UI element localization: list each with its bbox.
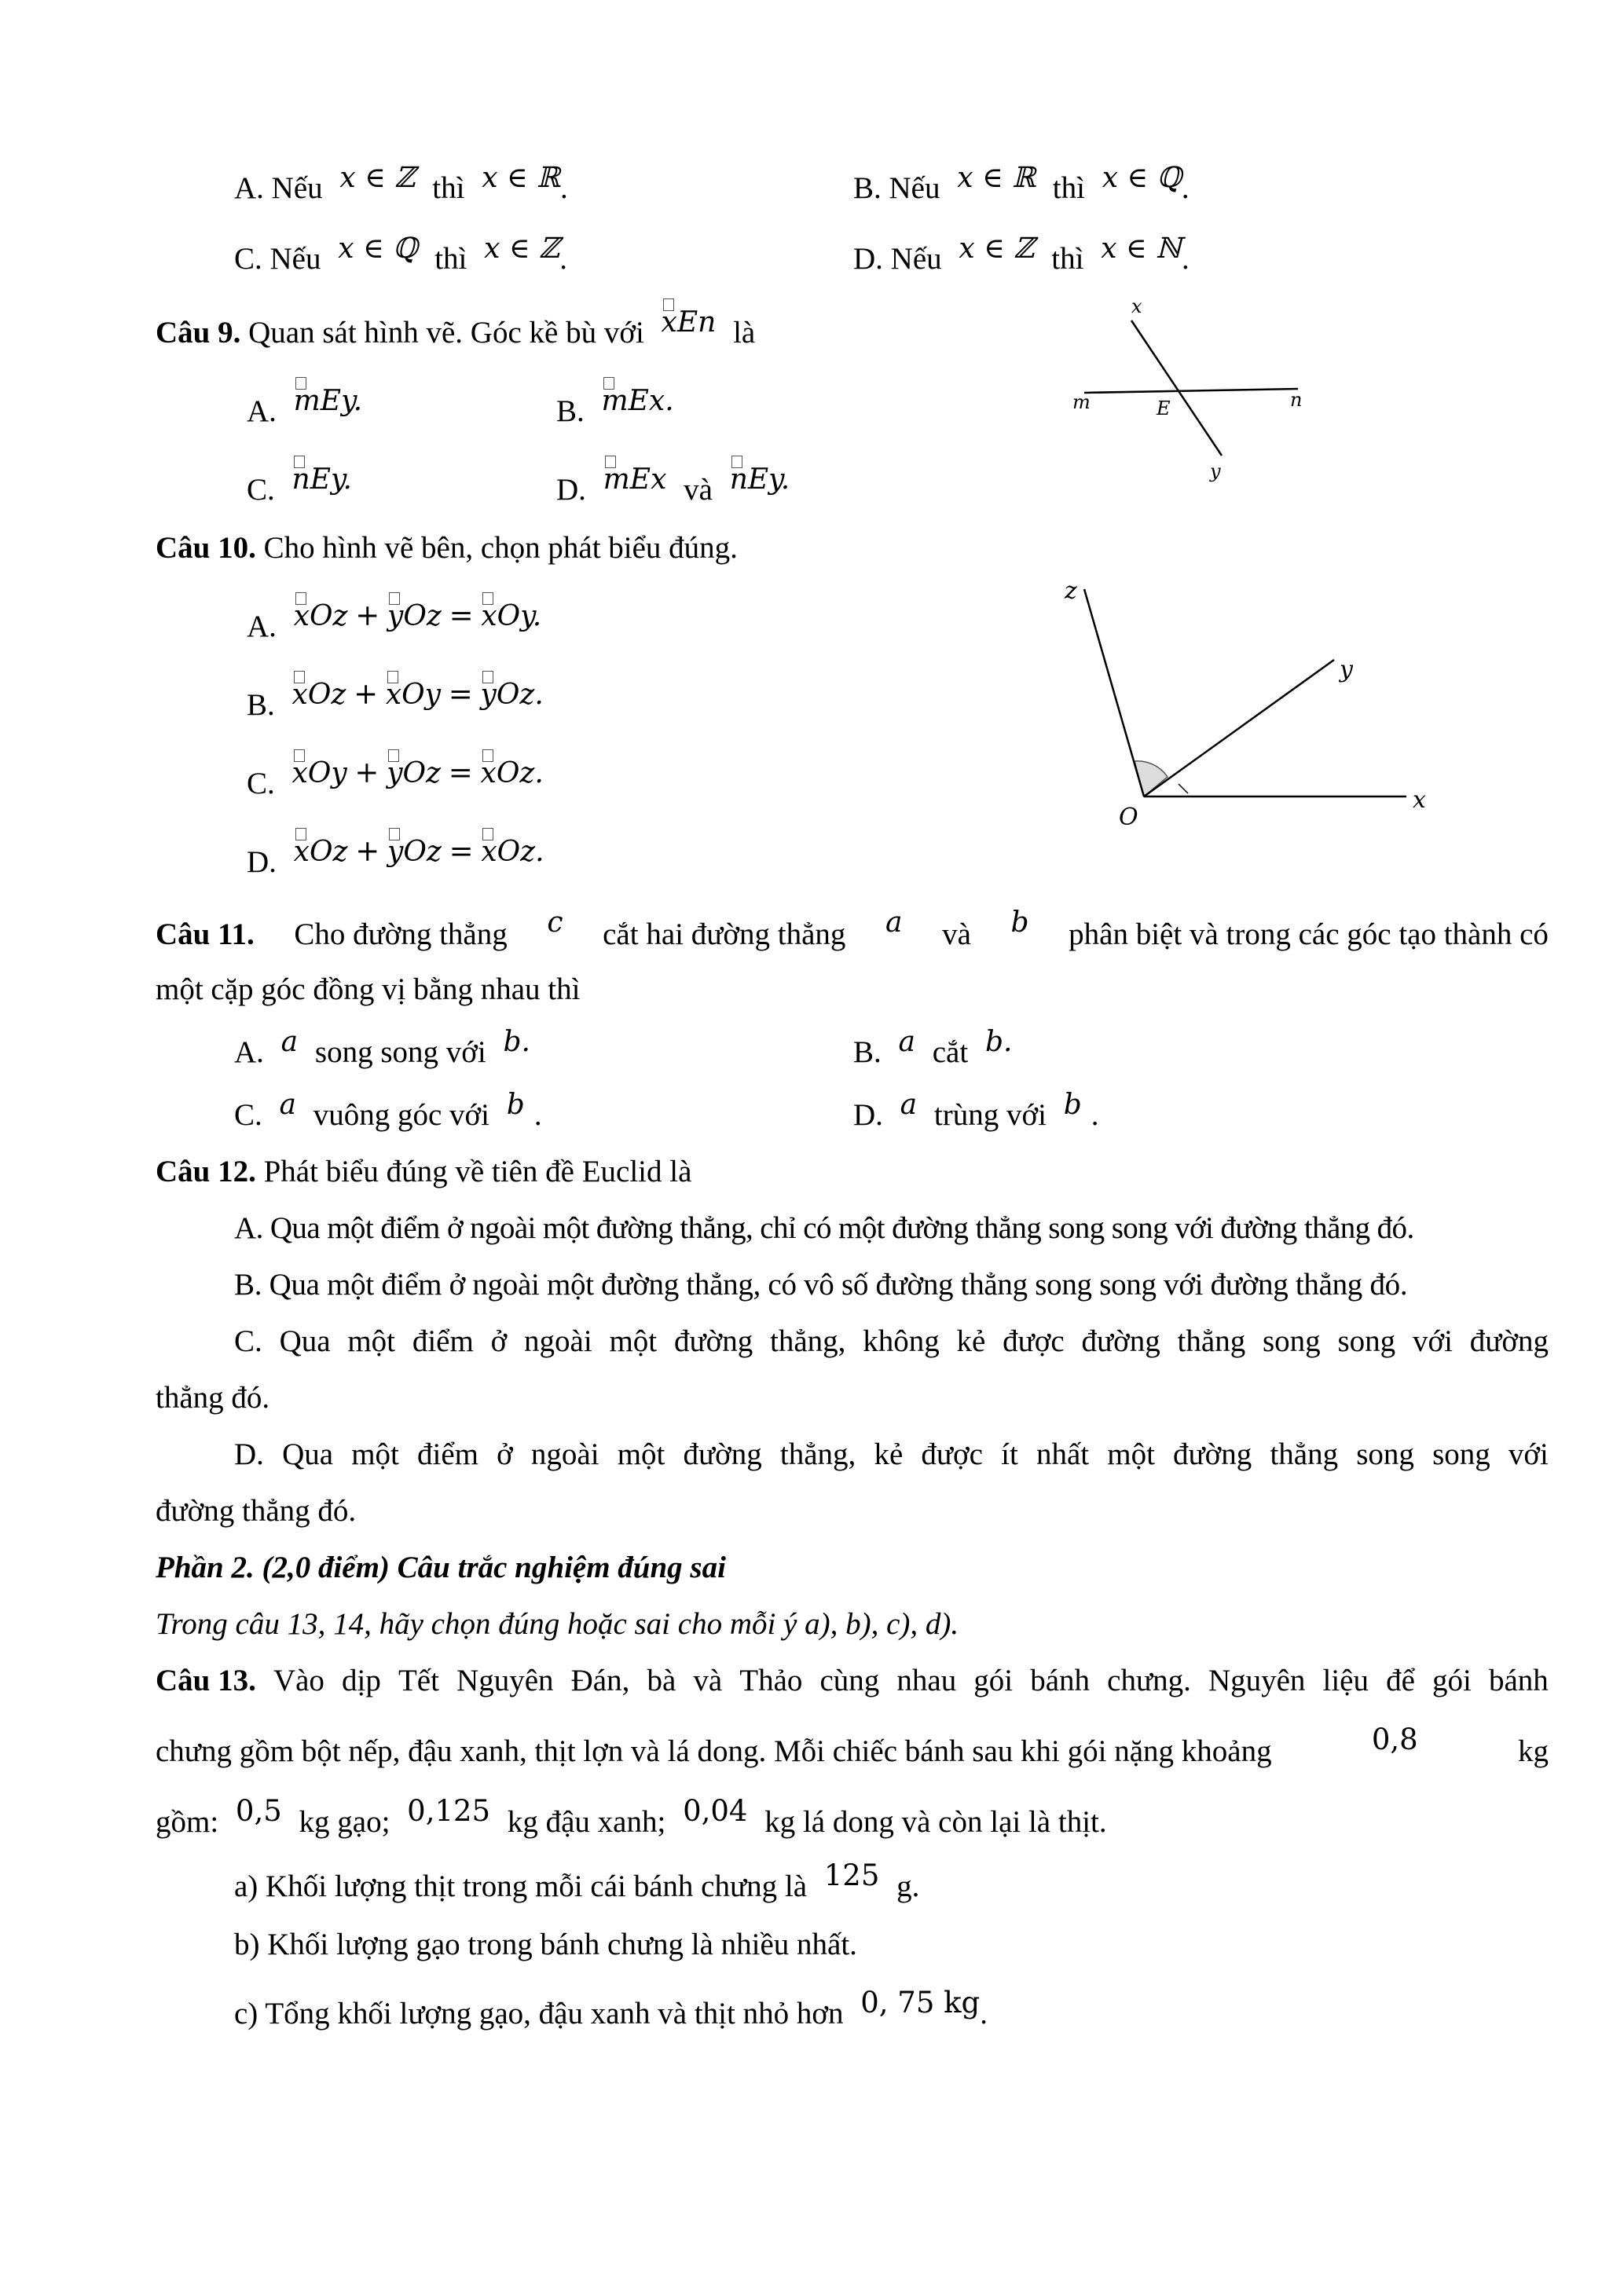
text: song song với	[314, 1035, 486, 1069]
number-value: 0,125	[407, 1794, 491, 1828]
word: thẳng,	[770, 1324, 846, 1358]
text: .	[1181, 171, 1190, 205]
math-var: b.	[503, 1026, 530, 1058]
option-label: C. Nếu	[234, 242, 321, 276]
math-var: a	[885, 906, 903, 939]
word: đường	[683, 1437, 762, 1471]
word: Qua	[279, 1324, 331, 1358]
word: cùng	[819, 1664, 880, 1697]
text: .	[533, 1098, 542, 1132]
word: được	[921, 1437, 983, 1471]
word: với	[1508, 1437, 1549, 1471]
label-O: O	[1119, 804, 1138, 831]
word: ở	[490, 1324, 508, 1358]
text: .	[559, 171, 568, 205]
math-expr: x ∈ ℚ	[1102, 162, 1182, 194]
word: song	[1356, 1437, 1414, 1471]
q11-stem-line2: một cặp góc đồng vị bằng nhau thì	[156, 972, 581, 1006]
angle-expr: xOz.	[481, 836, 544, 868]
q9-option-b	[556, 385, 674, 430]
word: gói	[1432, 1664, 1472, 1697]
word: một	[617, 1437, 665, 1471]
option-label: B. Nếu	[853, 171, 940, 205]
word: điểm	[417, 1437, 478, 1471]
tick-mark	[1179, 784, 1188, 793]
word: đường	[1469, 1324, 1549, 1358]
word: nhau	[896, 1664, 957, 1697]
angle-expr: mEx	[603, 463, 667, 496]
word: D.	[234, 1437, 264, 1471]
word: kẻ	[956, 1324, 986, 1358]
math-expr: x ∈ ℝ	[482, 162, 560, 194]
q10-option-c	[247, 756, 544, 802]
word: được	[1003, 1324, 1065, 1358]
text: .	[980, 1997, 988, 2031]
q10-option-d	[247, 834, 544, 881]
math-var: b	[1063, 1089, 1082, 1121]
option-label: A. Nếu	[234, 171, 323, 205]
word: nhất	[1036, 1437, 1090, 1471]
operator: =	[448, 677, 473, 711]
angle-expr: xOz	[293, 836, 348, 868]
ray-Oz	[1084, 589, 1144, 796]
option-label: C.	[247, 767, 275, 800]
math-var: a	[900, 1089, 918, 1121]
word: ngoài	[524, 1324, 592, 1358]
q12-option-a: A. Qua một điểm ở ngoài một đường thẳng, chỉ có một đường thẳng song song với đường thẳng đó.	[234, 1211, 1414, 1245]
text: a) Khối lượng thịt trong mỗi cái bánh chưng là	[234, 1869, 808, 1903]
text: thì	[1052, 171, 1085, 205]
angle-expr: xOz	[293, 600, 348, 632]
word: C.	[234, 1324, 262, 1358]
q13-stem-line2	[156, 1723, 1549, 1770]
word: Thảo	[739, 1664, 803, 1697]
text: phân biệt và trong các góc tạo thành có	[1069, 917, 1549, 951]
option-label: C.	[247, 473, 275, 507]
q12-option-c-line2: thẳng đó.	[156, 1381, 270, 1415]
q8-option-c	[234, 233, 567, 277]
label-x: x	[1413, 786, 1426, 814]
q12-option-b: B. Qua một điểm ở ngoài một đường thẳng, có vô số đường thẳng song song với đường thẳng đó.	[234, 1268, 1408, 1302]
q9-option-c	[247, 463, 352, 508]
number-value: 0,04	[683, 1794, 748, 1828]
q13-item-b: b) Khối lượng gạo trong bánh chưng là nhiều nhất.	[234, 1928, 857, 1961]
math-var: b	[506, 1089, 525, 1121]
angle-expr: mEy.	[293, 385, 363, 417]
angle-expr: xOz.	[480, 757, 544, 789]
label-y: y	[1210, 460, 1221, 482]
q11-option-d	[853, 1089, 1099, 1133]
text: Cho đường thẳng	[294, 917, 508, 951]
word: để	[1386, 1664, 1415, 1697]
angle-expr: yOz	[387, 600, 442, 632]
number-value: 0, 75 kg	[860, 1986, 981, 2020]
part2-instruction: Trong câu 13, 14, hãy chọn đúng hoặc sai cho mỗi ý a), b), c), d).	[156, 1607, 959, 1641]
word: Nguyên	[456, 1664, 554, 1697]
word: bánh	[1030, 1664, 1091, 1697]
text: thì	[434, 242, 467, 276]
word: Qua	[282, 1437, 334, 1471]
q8-option-b	[853, 162, 1190, 207]
angle-expr: xEn	[661, 306, 717, 339]
math-var: b	[1010, 906, 1029, 939]
q8-option-a	[234, 162, 568, 207]
q12-option-c-line1	[234, 1324, 1549, 1360]
word: Nguyên	[1208, 1664, 1306, 1697]
word: không	[863, 1324, 940, 1358]
angle-expr: nEy.	[729, 463, 790, 496]
word: một	[1107, 1437, 1155, 1471]
operator: =	[449, 599, 474, 632]
word: đường	[1173, 1437, 1252, 1471]
text: cắt	[932, 1035, 969, 1069]
word: đường	[1081, 1324, 1160, 1358]
number-value: 0,8	[1371, 1723, 1418, 1756]
option-label: D.	[247, 845, 277, 879]
option-label: A.	[234, 1035, 264, 1069]
q11-option-a	[234, 1026, 530, 1071]
q9-figure	[1061, 291, 1328, 487]
word: điểm	[412, 1324, 474, 1358]
part2-title: Phần 2. (2,0 điểm) Câu trắc nghiệm đúng sai	[156, 1551, 726, 1584]
angle-expr: xOy	[291, 757, 347, 789]
math-expr: x ∈ ℤ	[339, 162, 416, 194]
word: với	[1412, 1324, 1453, 1358]
q12-option-d-line1	[234, 1437, 1549, 1473]
label-z: z	[1065, 577, 1077, 605]
angle-expr: xOy	[385, 679, 441, 711]
q9-option-a	[247, 385, 363, 430]
word: bà	[647, 1664, 676, 1697]
text: .	[559, 242, 567, 276]
question-text: Cho hình vẽ bên, chọn phát biểu đúng.	[263, 531, 738, 565]
word: liệu	[1322, 1664, 1369, 1697]
text: là	[733, 316, 756, 350]
question-text: Phát biểu đúng về tiên đề Euclid là	[263, 1155, 692, 1188]
word: song	[1337, 1324, 1396, 1358]
line-mn	[1084, 389, 1298, 393]
unit: kg	[1518, 1734, 1549, 1768]
word: chưng.	[1107, 1664, 1191, 1697]
option-label: B.	[853, 1035, 882, 1069]
math-var: c	[547, 906, 563, 939]
question-number: Câu 12.	[156, 1155, 256, 1188]
angle-expr: yOz	[387, 757, 442, 789]
word: Đán,	[570, 1664, 630, 1697]
q10-figure	[1037, 573, 1446, 840]
text: chưng gồm bột nếp, đậu xanh, thịt lợn và lá dong. Mỗi chiếc bánh sau khi gói nặng khoảng	[156, 1734, 1272, 1768]
word: song	[1432, 1437, 1490, 1471]
option-label: C.	[234, 1098, 262, 1132]
angle-expr: yOz.	[480, 679, 544, 711]
q8-option-d	[853, 233, 1190, 277]
text: kg gạo;	[299, 1805, 390, 1839]
angle-expr: xOz	[291, 679, 346, 711]
math-var: a	[898, 1026, 915, 1058]
text: kg lá dong và còn lại là thịt.	[764, 1805, 1107, 1839]
operator: =	[448, 756, 473, 789]
q12-option-d-line2: đường thẳng đó.	[156, 1494, 357, 1528]
word: gói	[973, 1664, 1014, 1697]
q9-option-d	[556, 463, 790, 508]
line-xy	[1131, 320, 1222, 456]
word: ở	[497, 1437, 513, 1471]
q10-stem	[156, 531, 738, 566]
q11-option-b	[853, 1026, 1013, 1071]
q13-item-a	[234, 1858, 920, 1905]
option-label: A.	[247, 610, 277, 643]
angle-expr: mEx.	[601, 385, 674, 417]
q12-stem	[156, 1155, 691, 1190]
q9-stem	[156, 306, 756, 351]
text: và	[942, 917, 971, 951]
q11-stem-line1	[156, 906, 1549, 953]
option-label: B.	[247, 688, 275, 722]
operator: +	[355, 599, 380, 632]
q10-option-b	[247, 677, 544, 723]
math-var: a	[280, 1026, 299, 1058]
text: kg đậu xanh;	[507, 1805, 666, 1839]
q11-option-c	[234, 1089, 542, 1133]
text: .	[1091, 1098, 1099, 1132]
angle-expr: xOy.	[481, 600, 542, 632]
q13-stem-line3	[156, 1794, 1107, 1840]
word: kẻ	[874, 1437, 904, 1471]
text: thì	[432, 171, 465, 205]
word: thẳng	[1270, 1437, 1339, 1471]
question-number: Câu 9.	[156, 316, 241, 350]
ray-Oy	[1144, 660, 1334, 796]
word: ngoài	[530, 1437, 599, 1471]
label-x: x	[1131, 295, 1142, 317]
text: trùng với	[933, 1098, 1047, 1132]
option-label: A.	[247, 394, 277, 428]
text: và	[684, 473, 713, 507]
operator: +	[354, 677, 379, 711]
option-label: D.	[853, 1098, 883, 1132]
q13-item-c	[234, 1986, 988, 2032]
label-y: y	[1340, 656, 1353, 683]
angle-expr: yOz	[387, 836, 442, 868]
word: đường	[673, 1324, 753, 1358]
unit: g.	[896, 1869, 920, 1903]
word: bánh	[1488, 1664, 1549, 1697]
word: một	[347, 1324, 396, 1358]
text: gồm:	[156, 1805, 219, 1839]
math-expr: x ∈ ℚ	[338, 233, 418, 265]
number-value: 0,5	[235, 1794, 282, 1828]
option-label: D. Nếu	[853, 242, 942, 276]
text: cắt hai đường thẳng	[603, 917, 846, 951]
math-var: b.	[984, 1026, 1013, 1058]
operator: =	[449, 834, 474, 868]
word: một	[351, 1437, 399, 1471]
angle-expr: nEy.	[291, 463, 352, 496]
word: một	[609, 1324, 658, 1358]
option-label: D.	[556, 473, 586, 507]
number-value: 125	[823, 1858, 880, 1892]
word: Tết	[398, 1664, 439, 1697]
label-E: E	[1157, 397, 1171, 419]
text: vuông góc với	[313, 1098, 490, 1132]
text: .	[1181, 242, 1190, 276]
word: Vào	[273, 1664, 324, 1697]
word: song	[1263, 1324, 1321, 1358]
label-m: m	[1072, 391, 1091, 413]
math-var: a	[279, 1089, 296, 1121]
math-expr: x ∈ ℤ	[484, 233, 560, 265]
word: dịp	[342, 1664, 381, 1697]
operator: +	[355, 834, 380, 868]
word: và	[693, 1664, 723, 1697]
q10-option-a	[247, 599, 542, 645]
math-expr: x ∈ ℕ	[1101, 233, 1182, 265]
text: thì	[1051, 242, 1084, 276]
question-number: Câu 13.	[156, 1664, 256, 1697]
word: ít	[1001, 1437, 1018, 1471]
label-n: n	[1290, 389, 1303, 411]
word: thẳng,	[779, 1437, 856, 1471]
operator: +	[354, 756, 379, 789]
q13-stem-line1	[156, 1664, 1549, 1699]
math-expr: x ∈ ℝ	[957, 162, 1036, 194]
word: thẳng	[1177, 1324, 1246, 1358]
math-expr: x ∈ ℤ	[959, 233, 1035, 265]
question-number: Câu 10.	[156, 531, 256, 565]
text: c) Tổng khối lượng gạo, đậu xanh và thịt nhỏ hơn	[234, 1997, 844, 2031]
question-number: Câu 11.	[156, 917, 255, 951]
question-text: Quan sát hình vẽ. Góc kề bù với	[248, 316, 644, 350]
option-label: B.	[556, 394, 585, 428]
